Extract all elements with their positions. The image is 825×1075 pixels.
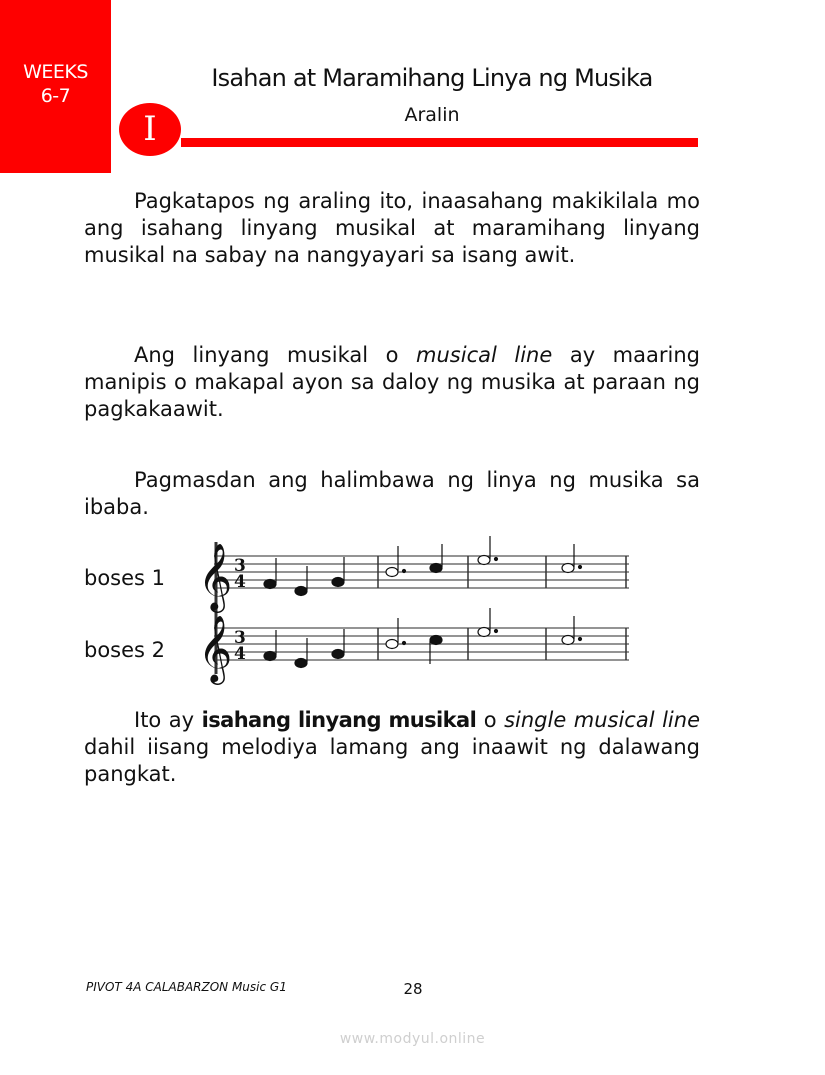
intro-paragraph — [84, 188, 700, 269]
notes-voice-1 — [264, 536, 582, 596]
voice-2-label: boses 2 — [84, 638, 166, 662]
music-score-image — [184, 524, 636, 694]
header-rule — [181, 138, 698, 147]
section-subtitle: Aralin — [404, 104, 460, 126]
p4-term-italic: single musical line — [504, 708, 700, 732]
time-signature-top: 3 — [234, 556, 246, 576]
footer-course-label: PIVOT 4A CALABARZON Music G1 — [86, 980, 287, 994]
watermark: www.modyul.online — [339, 1031, 486, 1047]
conclusion-paragraph — [84, 707, 700, 788]
musical-line-paragraph — [84, 342, 700, 423]
time-signature-bottom: 4 — [234, 572, 246, 592]
treble-clef-icon: 𝄞 — [198, 614, 233, 682]
p4-text-end: dahil iisang melodiya lamang ang inaawit ng dalawang pangkat. — [84, 735, 700, 786]
example-intro-paragraph — [84, 467, 700, 521]
time-signature-top: 3 — [234, 628, 246, 648]
treble-clef-icon: 𝄞 — [198, 542, 233, 610]
p2-text-start: Ang linyang musikal o — [134, 343, 417, 367]
section-badge-i: I — [119, 103, 181, 156]
p2-term-italic: musical line — [416, 343, 553, 367]
time-signature-bottom: 4 — [234, 644, 246, 664]
p3-text: Pagmasdan ang halimbawa ng linya ng musika sa ibaba. — [84, 468, 700, 519]
weeks-range: 6-7 — [40, 85, 71, 107]
page-title: Isahan at Maramihang Linya ng Musika — [211, 64, 653, 92]
p4-text-start: Ito ay — [134, 708, 202, 732]
page-number: 28 — [403, 980, 423, 998]
p2-text-end: ay maaring manipis o makapal ayon sa daloy ng musika at paraan ng pagkakaawit. — [84, 343, 700, 421]
weeks-label: WEEKS — [23, 61, 88, 83]
p4-term-bold: isahang linyang musikal — [201, 708, 477, 732]
notes-voice-2 — [264, 608, 582, 668]
p4-text-mid: o — [476, 708, 505, 732]
music-score-svg — [184, 524, 636, 694]
intro-text: Pagkatapos ng araling ito, inaasahang makikilala mo ang isahang linyang musikal at maramihang linyang musikal na sabay na nangyayari sa isang awit. — [84, 189, 700, 267]
voice-1-label: boses 1 — [84, 566, 166, 590]
weeks-badge — [0, 0, 111, 173]
